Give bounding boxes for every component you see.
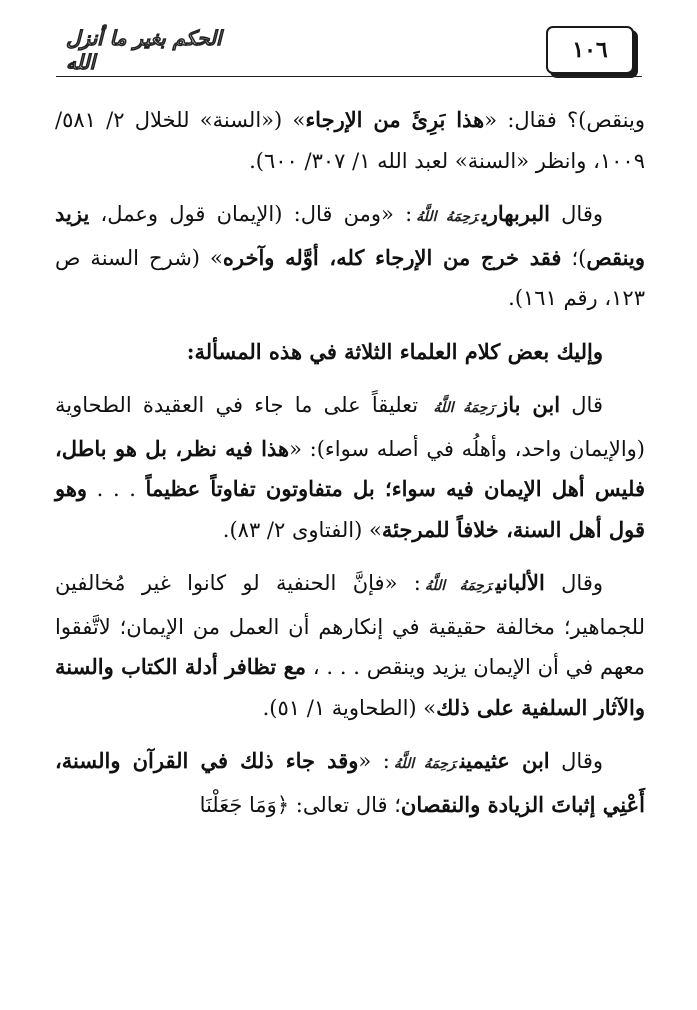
text-run: » («السنة» للخلال ٢/ ٥٨١/ ١٠٠٩، وانظر «السنة» لعبد الله ١/ ٣٠٧/ ٦٠٠). [55, 108, 645, 173]
section-heading: وإليك بعض كلام العلماء الثلاثة في هذه المسألة: [186, 338, 603, 364]
text-run: وقال [544, 571, 603, 595]
text-run: وينقص)؟ فقال: « [484, 108, 645, 132]
bold-text: وهو قول أهل السنة، خلافاً للمرجئة [55, 476, 645, 542]
text-run: ؛ قال تعالى: ﴿وَمَا جَعَلْنَا [199, 792, 401, 817]
bold-text: ابن عثيمين [459, 748, 550, 773]
text-run: )؛ [561, 245, 587, 270]
bold-text: يزيد وينقص [55, 201, 645, 270]
running-title: الحكم بغير ما أنزل الله [66, 26, 222, 74]
honorific-ligature: رَحِمَهُ اللَّهُ [393, 756, 456, 772]
honorific-ligature: رَحِمَهُ اللَّهُ [424, 578, 492, 594]
bold-text: وقد جاء ذلك في القرآن والسنة، أَعْنِي إثباتَ الزيادة والنقصان [55, 748, 645, 817]
honorific-ligature: رَحِمَهُ اللَّهُ [433, 400, 495, 416]
paragraph [55, 194, 645, 319]
text-run: وقال [549, 202, 603, 226]
paragraph [55, 100, 645, 181]
bold-text: البربهاري [481, 201, 550, 226]
paragraph [55, 741, 645, 825]
text-run: . . . [87, 477, 146, 501]
page-number-box [546, 26, 634, 74]
bold-text: هذا فيه نظر، بل هو باطل، فليس أهل الإيمان فيه سواء؛ بل متفاوتون تفاوتاً عظيماً [55, 435, 645, 501]
paragraph [55, 385, 645, 550]
text-run: : « [358, 749, 390, 773]
page-header [56, 16, 642, 82]
honorific-ligature: رَحِمَهُ اللَّهُ [416, 209, 478, 225]
bold-text: هذا بَرِئَ من الإرجاء [305, 107, 485, 132]
page-body [55, 100, 645, 838]
header-rule [56, 76, 642, 77]
text-run: » (الفتاوى ٢/ ٨٣). [222, 517, 382, 542]
paragraph [55, 563, 645, 728]
text-run: قال [560, 393, 603, 417]
text-run: : «فإنَّ الحنفية لو كانوا غير مُخالفين للجماهير؛ مخالفة حقيقية في إنكارهم أن العمل من الإيمان؛ لاتَّفقوا معهم في أن الإيمان يزيد وينقص . . . ، [55, 571, 645, 679]
text-run: تعليقاً على ما جاء في العقيدة الطحاوية (والإيمان واحد، وأهلُه في أصله سواء): « [55, 393, 645, 461]
bold-text: فقد خرج من الإرجاء كله، أوَّله وآخره [222, 244, 562, 270]
page-number: ١٠٦ [572, 37, 608, 63]
bold-text: مع تظافر أدلة الكتاب والسنة والآثار السلفية على ذلك [55, 654, 645, 720]
text-run: : «ومن قال: (الإيمان قول وعمل، [89, 202, 413, 226]
text-run: وقال [549, 749, 604, 773]
bold-text: ابن باز [498, 392, 561, 417]
bold-text: الألباني [495, 570, 545, 595]
text-run: » (الطحاوية ١/ ٥١). [262, 695, 437, 720]
text-run: » (شرح السنة ص ١٢٣، رقم ١٦١). [55, 245, 645, 310]
